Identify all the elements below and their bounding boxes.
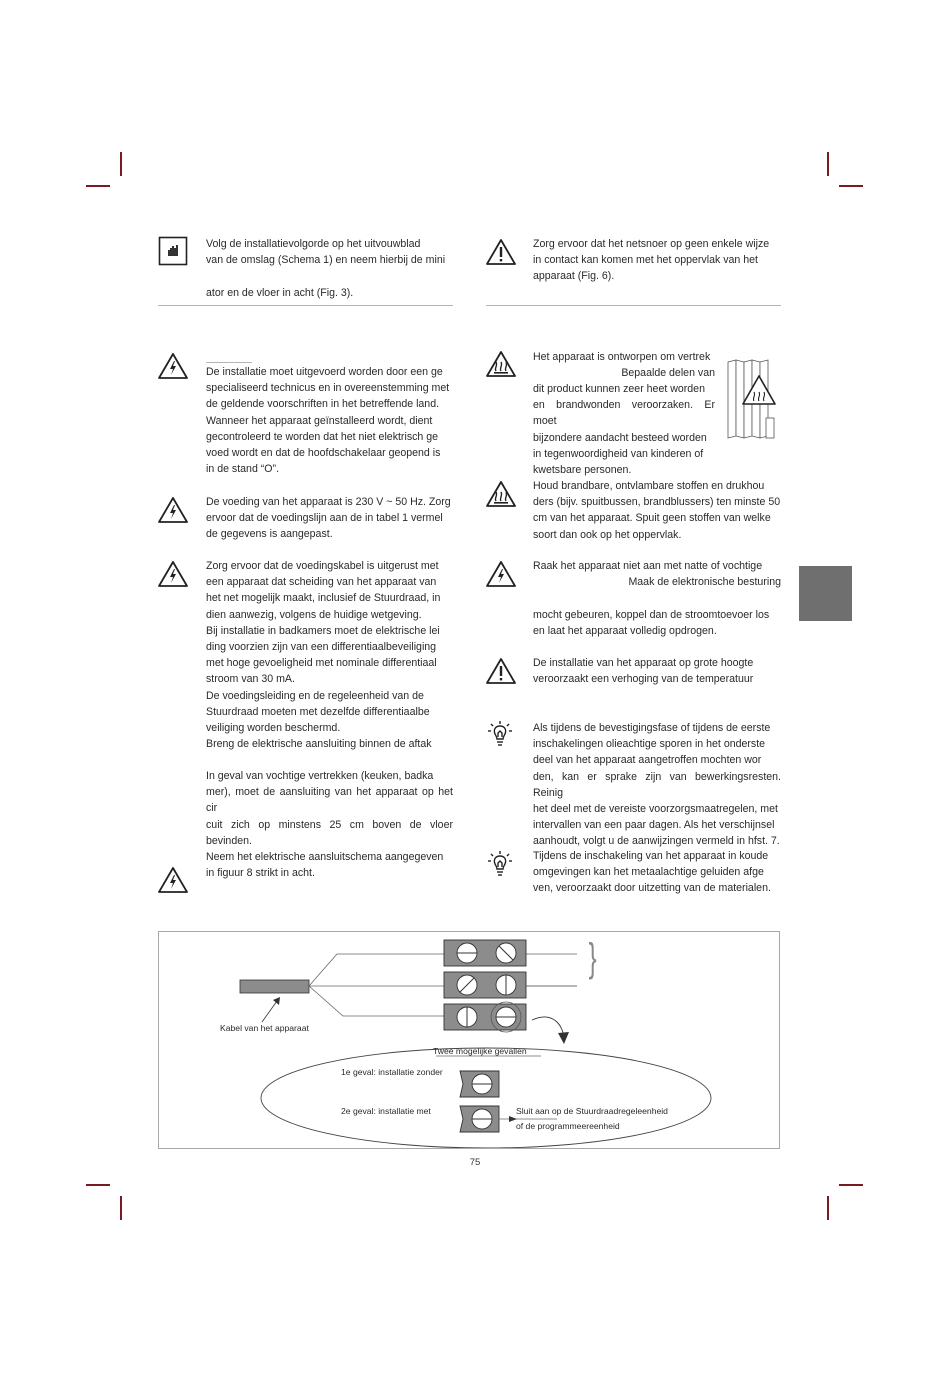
cases-label: Twee mogelijke gevallen [433,1046,527,1056]
crop-mark [827,152,829,176]
wiring-diagram [158,931,780,1149]
hot-surface-triangle-icon [485,350,517,378]
connect-label-1: Sluit aan op de Stuurdraadregeleenheid [516,1106,668,1116]
hand-notice-icon [158,236,188,266]
hot-parts-text-c: dit product kunnen zeer heet worden en brandwonden veroorzaken. Er moet bijzondere aandacht besteed worden in tegenwoordigheid van kinderen of kwetsbare personen. [533,383,715,477]
humid-rooms-text: In geval van vochtige vertrekken (keuken, badka mer), moet de aansluiting van het apparaat op het cir cuit zich op minstens 25 cm boven de vloer bevinden. Neem het elektrische aansluitschema aangegeven in figuur 8 strikt in acht. [206,770,453,880]
case1-label: 1e geval: installatie zonder [341,1067,443,1077]
page-number: 75 [469,1157,481,1168]
hot-parts-text-a: Het apparaat is ontworpen om vertrek [533,351,711,363]
electric-shock-triangle-icon [485,560,517,588]
hot-parts-text-b: Bepaalde delen van [621,367,715,379]
case1-terminal [460,1071,499,1097]
crop-mark [120,1196,122,1220]
install-order-text: Volg de installatievolgorde op het uitvouwblad van de omslag (Schema 1) en neem hierbij de mini [206,238,446,267]
crop-mark [86,1184,110,1186]
warning-triangle-icon [485,238,517,266]
wet-hands-text-c: mocht gebeuren, koppel dan de stroomtoevoer los en laat het apparaat volledig opdrogen. [533,609,770,638]
power-cord-text: Zorg ervoor dat het netsnoer op geen enkele wijze in contact kan komen met het oppervlak van het apparaat (Fig. 6). [533,238,770,283]
crop-mark [839,1184,863,1186]
case2-label: 2e geval: installatie met [341,1106,431,1116]
power-supply-text: De voeding van het apparaat is 230 V ~ 50 Hz. Zorg ervoor dat de voedingslijn aan de in tabel 1 vermel de gegevens is aangepast. [206,496,451,541]
wet-hands-text-a: Raak het apparaat niet aan met natte of vochtige [533,560,763,572]
section-tab [799,566,852,621]
electric-shock-triangle-icon [157,866,189,894]
short-rule [206,362,252,363]
warning-triangle-icon [485,657,517,685]
terminal-block-top [444,940,526,966]
hot-surface-triangle-icon [485,480,517,508]
wet-hands-text-b: Maak de elektronische besturing [628,576,781,588]
lightbulb-tip-icon [486,720,514,748]
altitude-text: De installatie van het apparaat op grote hoogte veroorzaakt een verhoging van de temperatuur [533,657,754,686]
connect-label-2: of de programmeereenheid [516,1121,620,1131]
power-cable-text: Zorg ervoor dat de voedingskabel is uitgerust met een apparaat dat scheiding van het apparaat van het net mogelijk maakt, inclusief de Stuurdraad, in dien aanwezig, volgens de huidige wetgeving. Bij installatie in badkamers moet de elektrische lei ding voorzien zijn van een differentiaalbeveiliging met hoge gevoeligheid met nominale differentiaal stroom van 30 mA. De voedingsleiding en de regeleenheid van de Stuurdraad moeten met dezelfde differentiaalbe veiliging worden beschermd. Breng de elektrische aansluiting binnen de aftak [206,560,441,751]
oil-traces-text: Als tijdens de bevestigingsfase of tijdens de eerste inschakelingen olieachtige sporen in het onderste deel van het apparaat aangetroffen mochten wor den, kan er sprake zijn van bewerkingsresten. Reinig het deel met de vereiste voorzorgsmaatregelen, met intervallen van een paar dagen. Als het verschijnsel aanhoudt, volgt u de aanwijzingen vermeld in hfst. 7. [533,722,781,848]
crop-mark [839,185,863,187]
terminal-block-middle [444,972,526,998]
brace-symbol: } [588,936,597,980]
installer-warning-text: De installatie moet uitgevoerd worden door een ge specialiseerd technicus en in overeenstemming met de geldende voorschriften in het betreffende land. Wanneer het apparaat geïnstalleerd wordt, dient gecontroleerd te worden dat het niet elektrisch ge voed wordt en dat de hoofdschakelaar geopend is in de stand “O”. [206,366,450,476]
electric-shock-triangle-icon [157,352,189,380]
install-order-text-end: ator en de vloer in acht (Fig. 3). [206,287,354,299]
terminal-block-bottom [444,1002,526,1032]
crop-mark [827,1196,829,1220]
cable-label: Kabel van het apparaat [220,1023,309,1033]
lightbulb-tip-icon [486,850,514,878]
electric-shock-triangle-icon [157,560,189,588]
radiator-hot-surface-icon [722,356,780,444]
divider [158,305,453,306]
electric-shock-triangle-icon [157,496,189,524]
flammable-text: Houd brandbare, ontvlambare stoffen en drukhou ders (bijv. spuitbussen, brandblussers) ten minste 50 cm van het apparaat. Spuit geen stoffen van welke soort dan ook op het oppervlak. [533,480,781,541]
wiring-diagram-drawing [159,932,779,1148]
device-cable [240,980,309,993]
metallic-noise-text: Tijdens de inschakeling van het apparaat in koude omgevingen kan het metaalachtige geluiden afge ven, veroorzaakt door uitzetting van de materialen. [533,850,771,895]
crop-mark [120,152,122,176]
divider [486,305,781,306]
crop-mark [86,185,110,187]
case2-terminal [460,1106,499,1132]
